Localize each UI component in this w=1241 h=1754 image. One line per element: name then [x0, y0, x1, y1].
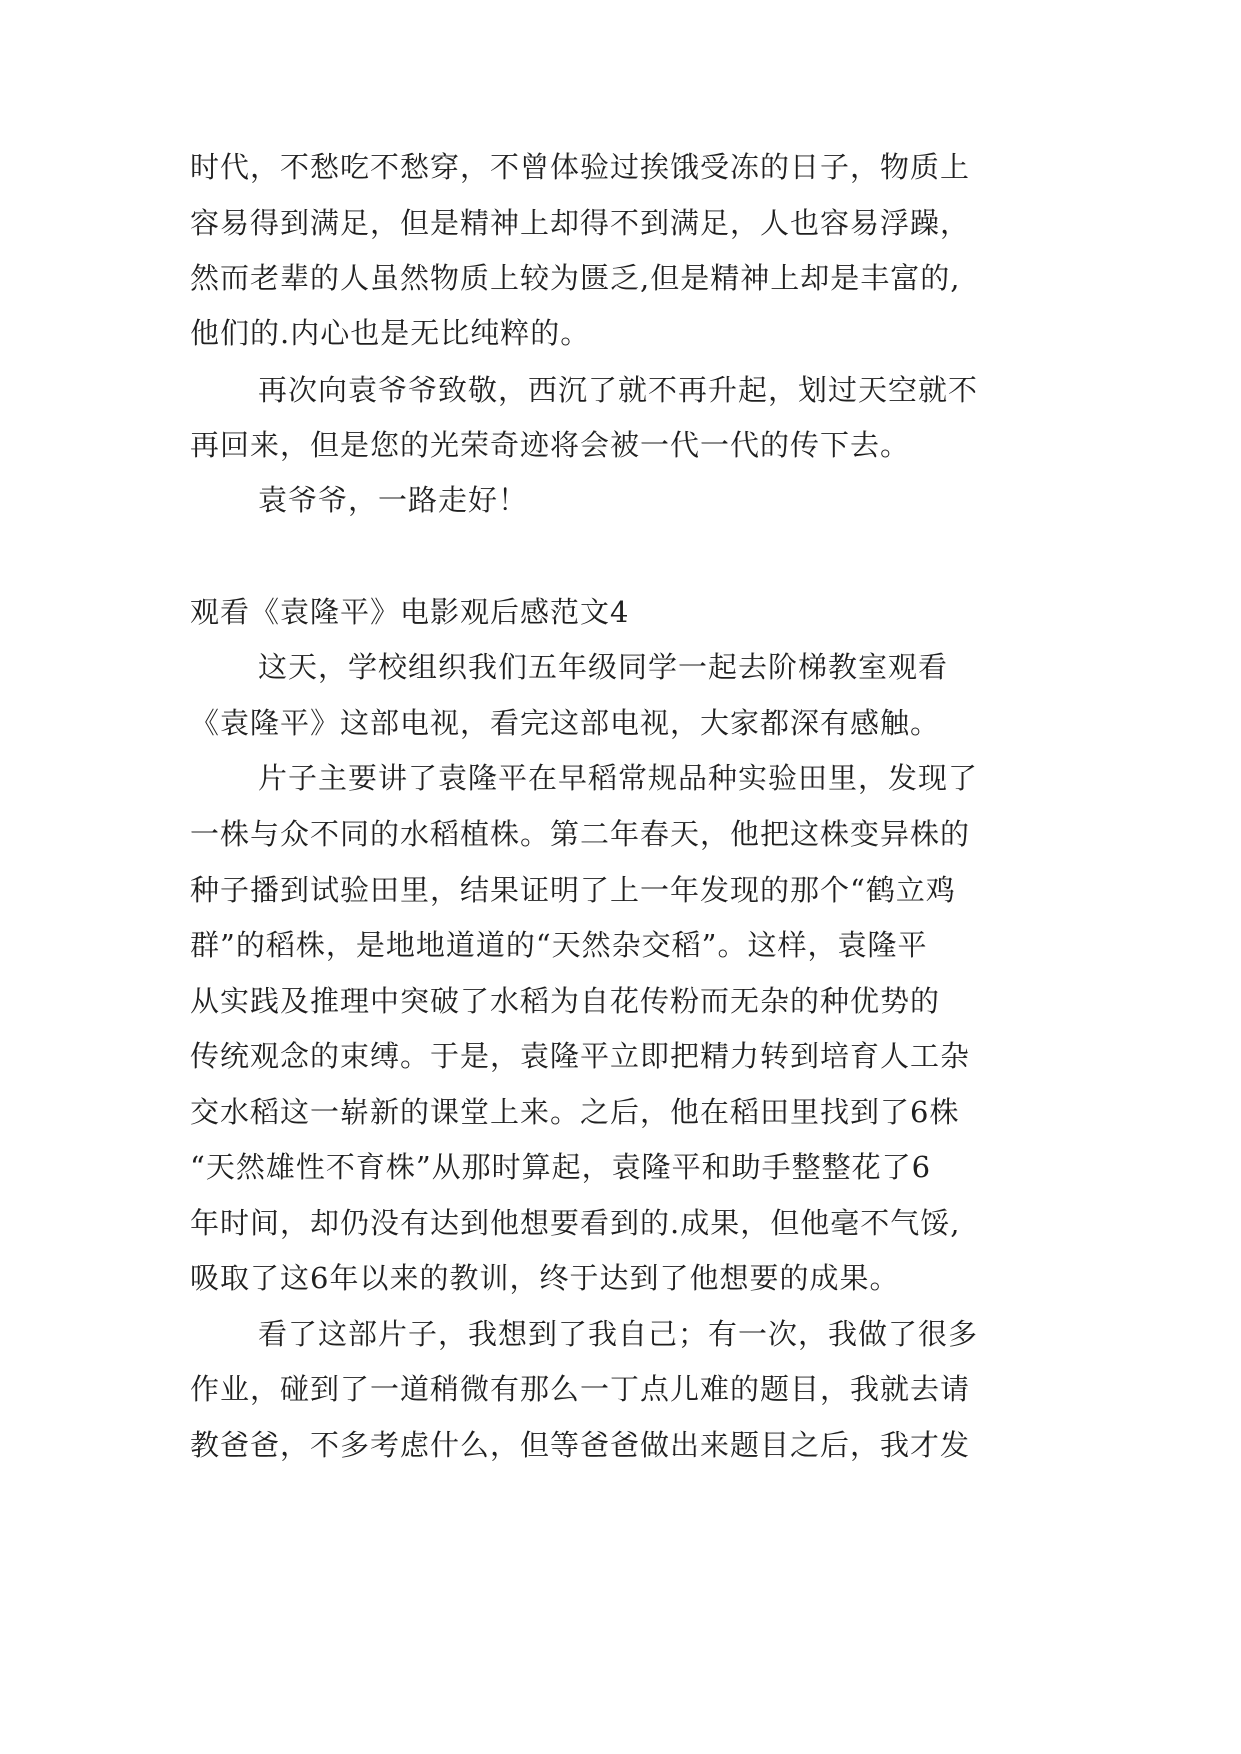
text-line: 一株与众不同的水稻植株。第二年春天，他把这株变异株的	[190, 817, 971, 851]
text-line: 他们的.内心也是无比纯粹的。	[190, 316, 591, 350]
text-line: 时代，不愁吃不愁穿，不曾体验过挨饿受冻的日子，物质上	[190, 150, 971, 184]
section-heading: 观看《袁隆平》电影观后感范文4	[190, 595, 630, 629]
text-line: 吸取了这6年以来的教训，终于达到了他想要的成果。	[190, 1261, 900, 1295]
text-line: 种子播到试验田里，结果证明了上一年发现的那个“鹤立鸡	[190, 873, 956, 907]
text-line: 《袁隆平》这部电视，看完这部电视，大家都深有感触。	[190, 706, 941, 740]
text-line: 然而老辈的人虽然物质上较为匮乏,但是精神上却是丰富的,	[190, 261, 961, 295]
text-line: 年时间，却仍没有达到他想要看到的.成果，但他毫不气馁,	[190, 1206, 961, 1240]
paragraph-start: 再次向袁爷爷致敬，西沉了就不再升起，划过天空就不	[258, 373, 979, 407]
paragraph-start: 这天，学校组织我们五年级同学一起去阶梯教室观看	[258, 650, 949, 684]
text-line: 作业，碰到了一道稍微有那么一丁点儿难的题目，我就去请	[190, 1372, 971, 1406]
text-line: 传统观念的束缚。于是，袁隆平立即把精力转到培育人工杂	[190, 1039, 971, 1073]
text-line: 容易得到满足，但是精神上却得不到满足，人也容易浮躁，	[190, 206, 971, 240]
paragraph-start: 片子主要讲了袁隆平在早稻常规品种实验田里，发现了	[258, 761, 979, 795]
paragraph-start: 看了这部片子，我想到了我自己；有一次，我做了很多	[258, 1317, 979, 1351]
text-line: 群”的稻株，是地地道道的“天然杂交稻”。这样，袁隆平	[190, 928, 928, 962]
text-line: 再回来，但是您的光荣奇迹将会被一代一代的传下去。	[190, 428, 911, 462]
text-line: 教爸爸，不多考虑什么，但等爸爸做出来题目之后，我才发	[190, 1428, 971, 1462]
text-line: 从实践及推理中突破了水稻为自花传粉而无杂的种优势的	[190, 984, 941, 1018]
closing-line: 袁爷爷，一路走好！	[258, 483, 529, 517]
text-line: 交水稻这一崭新的课堂上来。之后，他在稻田里找到了6株	[190, 1095, 960, 1129]
text-line: “天然雄性不育株”从那时算起，袁隆平和助手整整花了6	[190, 1150, 932, 1184]
